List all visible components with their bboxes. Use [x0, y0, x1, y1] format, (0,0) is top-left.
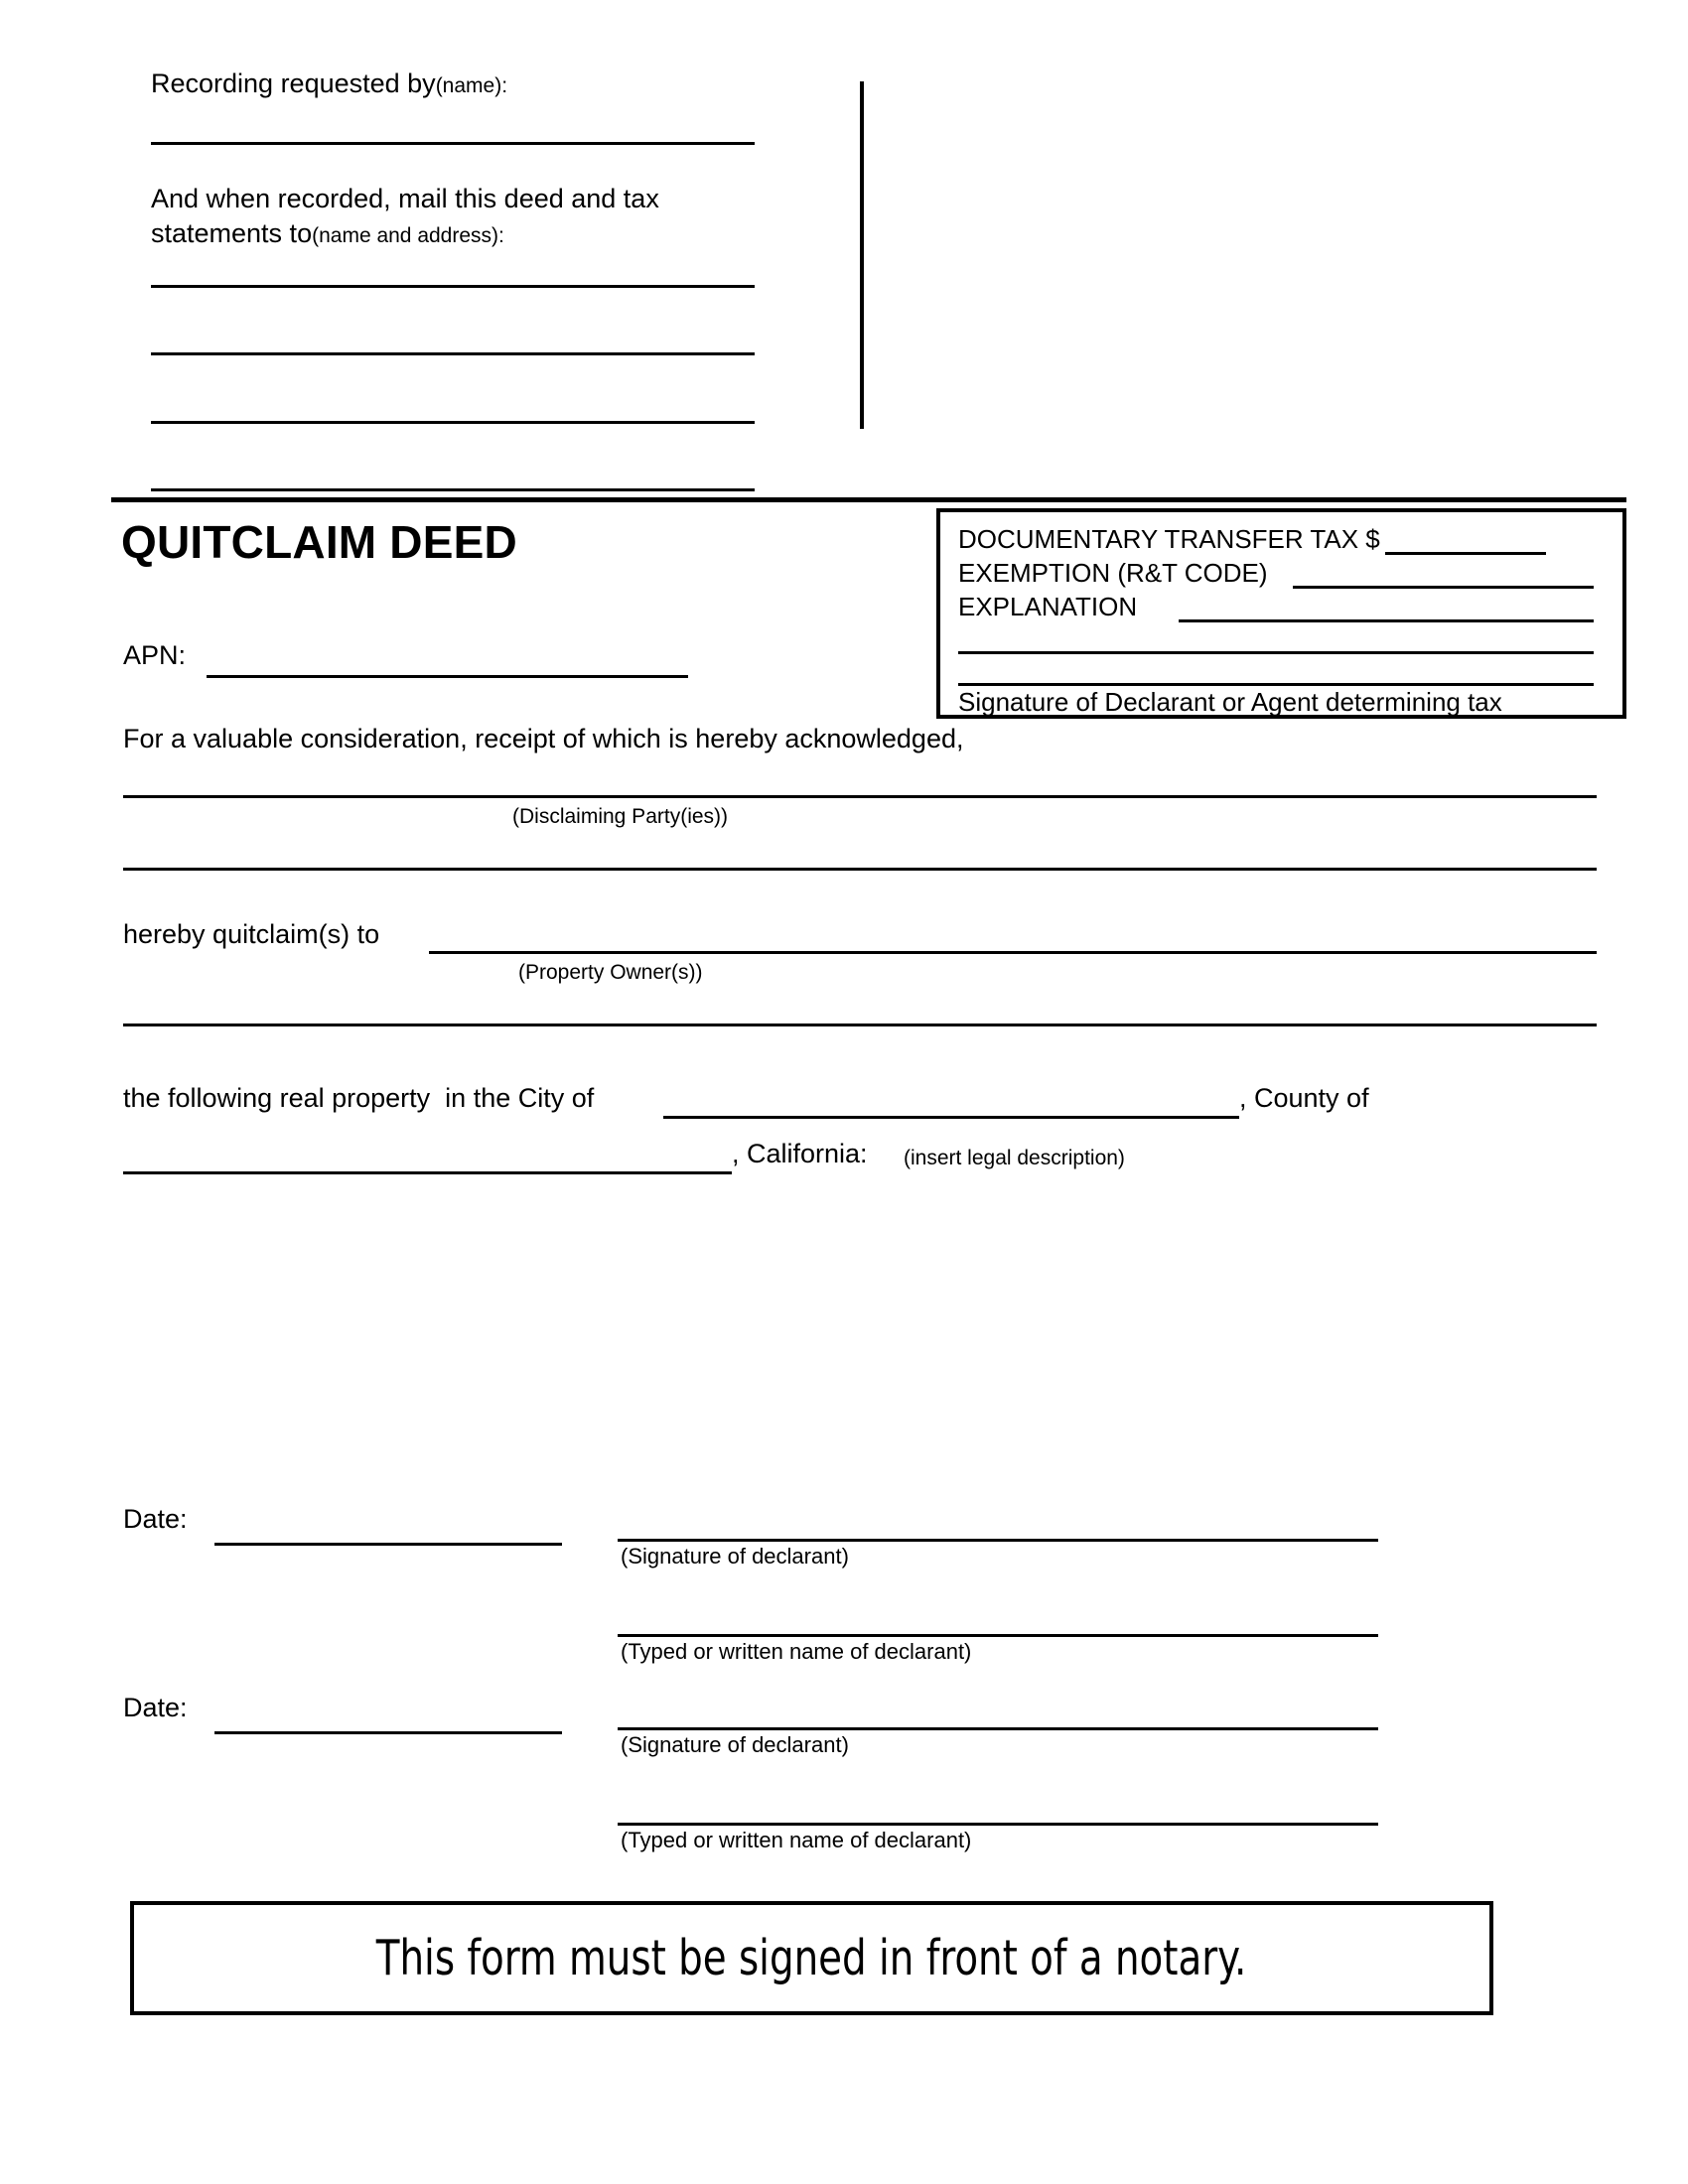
explanation-fill-line-2[interactable] [958, 651, 1594, 654]
explanation-fill-line-1[interactable] [1179, 619, 1594, 622]
exemption-code-fill-line[interactable] [1293, 586, 1594, 589]
property-owner-caption: (Property Owner(s)) [518, 961, 703, 984]
recording-requested-fill-line[interactable] [151, 142, 755, 145]
mail-to-hint: (name and address): [312, 224, 504, 247]
quitclaim-lead-text: hereby quitclaim(s) to [123, 919, 380, 949]
mail-to-fill-line-4[interactable] [151, 488, 755, 491]
consideration-text: For a valuable consideration, receipt of which is hereby acknowledged, [123, 724, 964, 753]
state-label: , California: [732, 1139, 868, 1168]
date-label-2: Date: [123, 1693, 188, 1722]
property-owner-fill-line-2[interactable] [123, 1024, 1597, 1026]
mail-to-label-line1: And when recorded, mail this deed and tax [151, 184, 659, 213]
header-vertical-divider [860, 81, 864, 429]
recording-requested-hint: (name): [435, 74, 508, 97]
date-label-1: Date: [123, 1504, 188, 1534]
disclaiming-party-fill-line-2[interactable] [123, 868, 1597, 871]
declarant-signature-fill-line[interactable] [958, 683, 1594, 686]
typed-name-caption-1: (Typed or written name of declarant) [621, 1639, 972, 1664]
property-owner-fill-line-1[interactable] [429, 951, 1597, 954]
mail-to-fill-line-3[interactable] [151, 421, 755, 424]
typed-name-fill-line-1[interactable] [618, 1634, 1378, 1637]
notary-notice-box [130, 1901, 1493, 2015]
transfer-tax-label: DOCUMENTARY TRANSFER TAX $ [958, 524, 1380, 554]
recording-requested-text: Recording requested by [151, 68, 436, 98]
transfer-tax-amount-fill-line[interactable] [1385, 552, 1546, 555]
apn-label: APN: [123, 640, 187, 670]
mail-to-label-line2 [151, 219, 504, 248]
page-title: QUITCLAIM DEED [121, 516, 517, 568]
notary-notice-text: This form must be signed in front of a notary. [376, 1930, 1247, 1986]
city-fill-line[interactable] [663, 1116, 1239, 1119]
date-fill-line-2[interactable] [214, 1731, 562, 1734]
mail-to-text: statements to [151, 218, 313, 248]
exemption-code-label: EXEMPTION (R&T CODE) [958, 558, 1268, 588]
mail-to-fill-line-1[interactable] [151, 285, 755, 288]
declarant-signature-caption: Signature of Declarant or Agent determining tax [958, 687, 1502, 717]
legal-description-hint: (insert legal description) [904, 1147, 1125, 1169]
signature-caption-1: (Signature of declarant) [621, 1544, 849, 1569]
date-fill-line-1[interactable] [214, 1543, 562, 1546]
disclaiming-party-fill-line-1[interactable] [123, 795, 1597, 798]
documentary-transfer-tax-box [936, 508, 1626, 719]
county-label: , County of [1239, 1083, 1369, 1113]
explanation-label: EXPLANATION [958, 592, 1138, 621]
signature-fill-line-1[interactable] [618, 1539, 1378, 1542]
disclaiming-party-caption: (Disclaiming Party(ies)) [512, 805, 729, 828]
signature-caption-2: (Signature of declarant) [621, 1732, 849, 1757]
apn-fill-line[interactable] [207, 675, 688, 678]
header-section-divider [111, 497, 1626, 502]
property-location-lead: the following real property in the City of [123, 1083, 595, 1113]
typed-name-fill-line-2[interactable] [618, 1823, 1378, 1826]
recording-requested-label [151, 69, 507, 98]
signature-fill-line-2[interactable] [618, 1727, 1378, 1730]
typed-name-caption-2: (Typed or written name of declarant) [621, 1828, 972, 1852]
county-fill-line[interactable] [123, 1171, 732, 1174]
mail-to-fill-line-2[interactable] [151, 352, 755, 355]
